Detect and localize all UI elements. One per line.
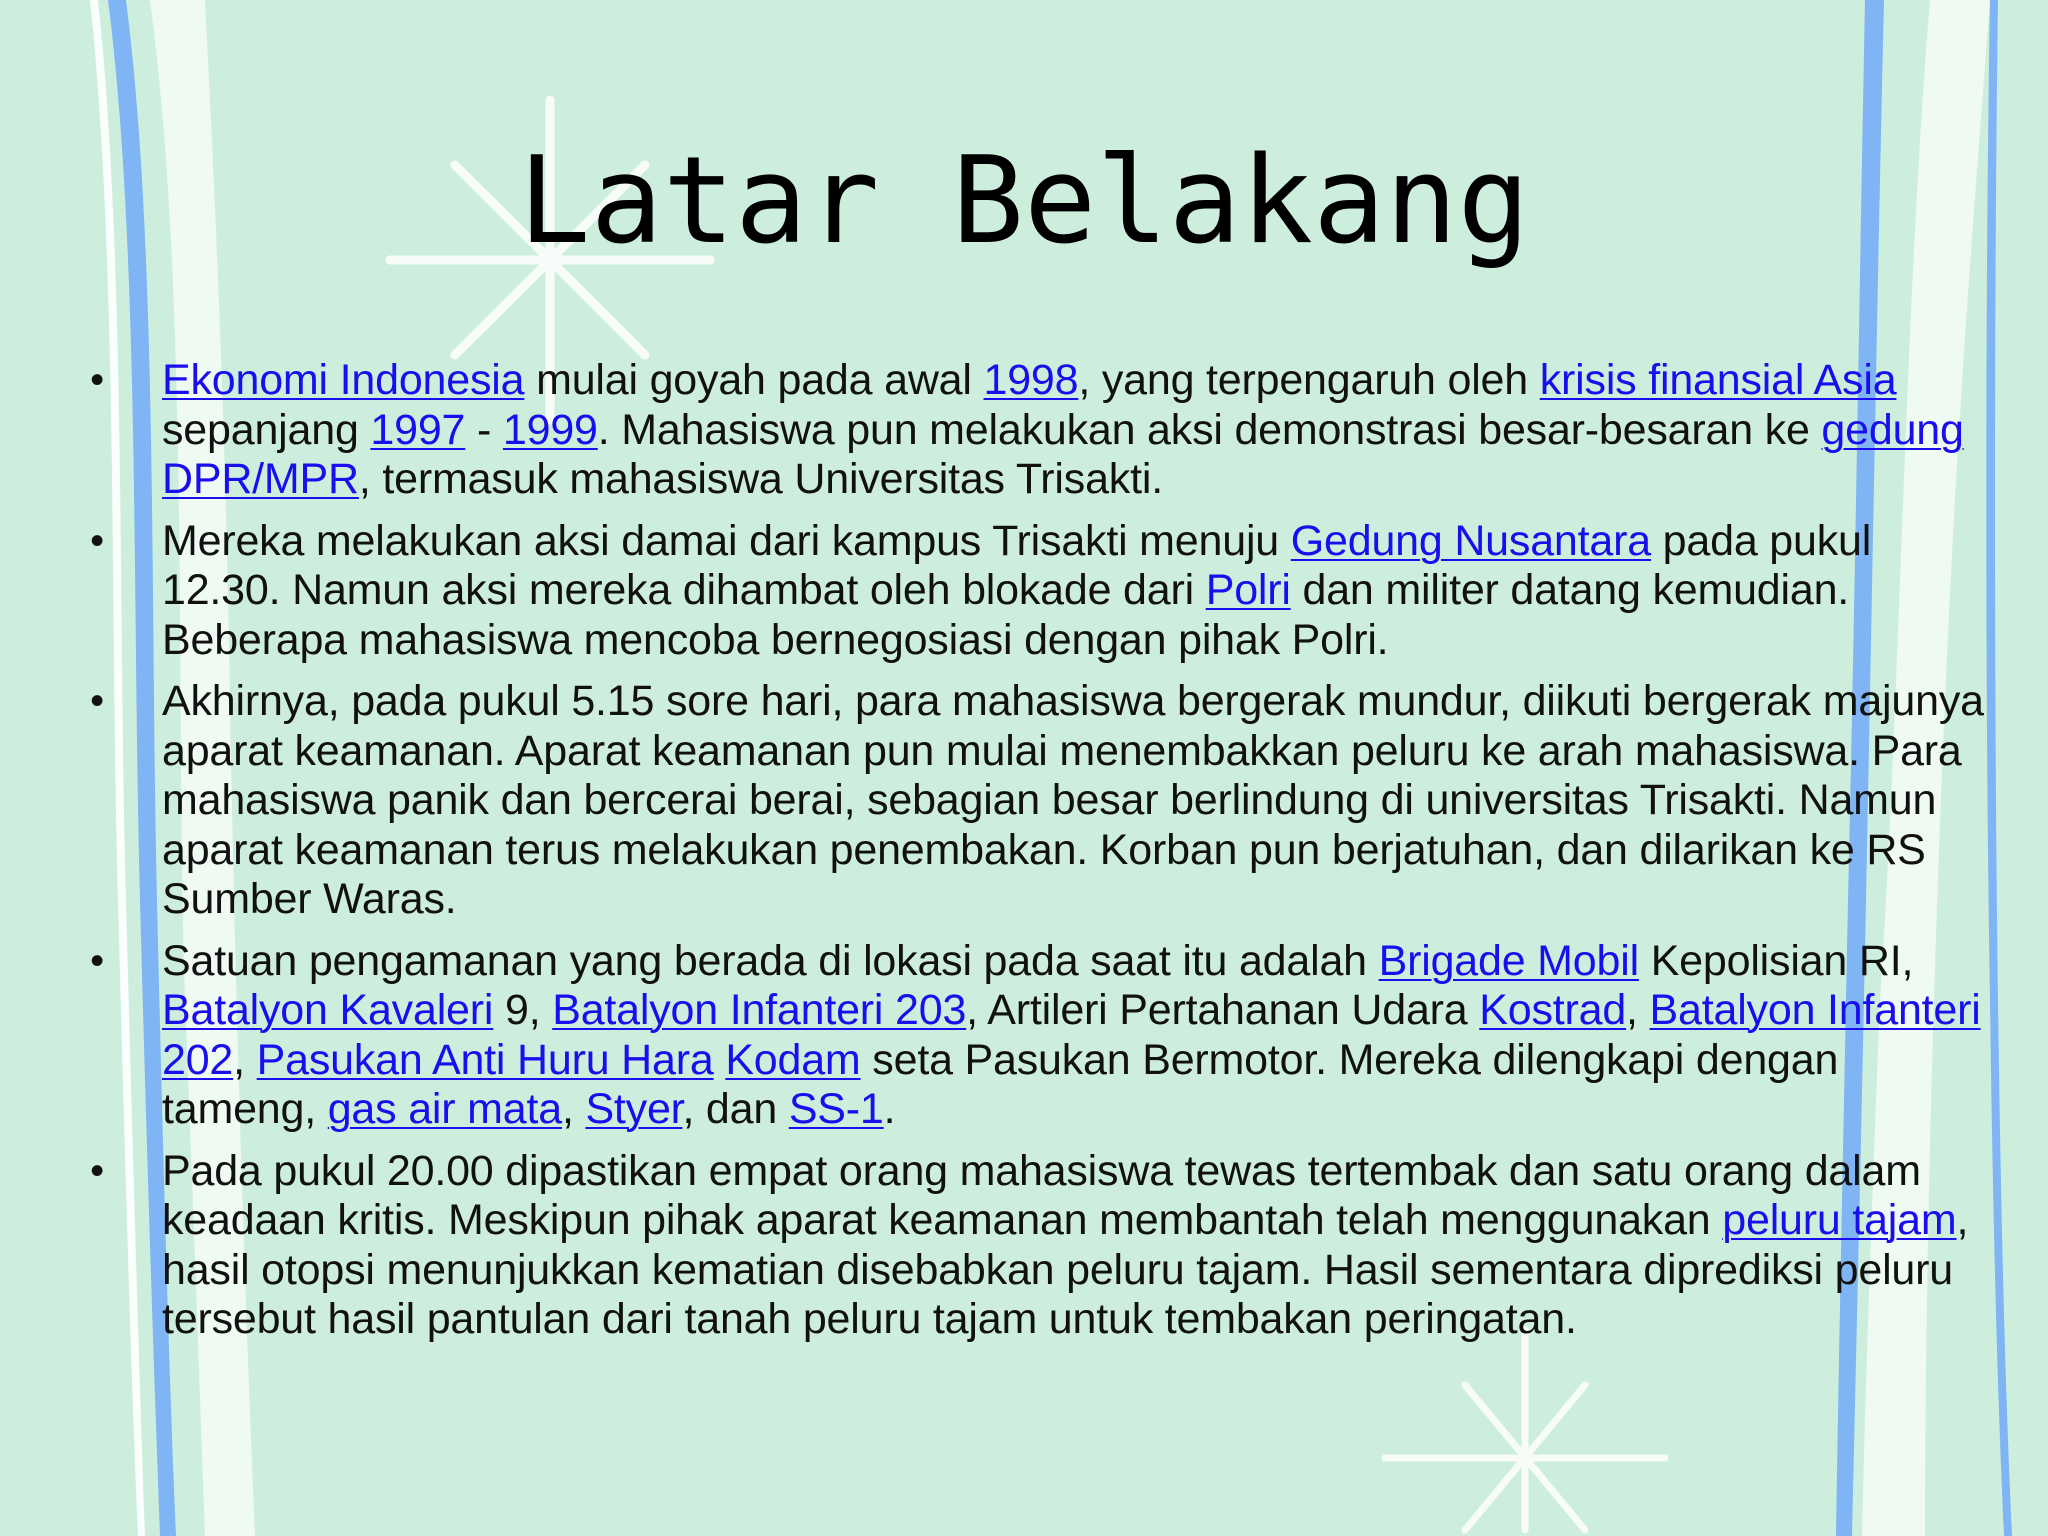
hyperlink-1997[interactable]: 1997 bbox=[370, 405, 466, 454]
bullet-marker: • bbox=[90, 518, 104, 563]
bullet-text-segment: pada pukul 12.30. Namun aksi mereka dihambat oleh blokade dari bbox=[162, 516, 1872, 614]
bullet-text bbox=[162, 937, 1981, 1134]
bullet-text bbox=[162, 677, 1984, 923]
bullet-text-segment: , hasil otopsi menunjukkan kematian disebabkan peluru tajam. Hasil sementara diprediksi peluru tersebut hasil pantulan dari tanah peluru tajam untuk tembakan peringatan. bbox=[162, 1196, 1969, 1343]
bullet-text-segment: Pada pukul 20.00 dipastikan empat orang mahasiswa tewas tertembak dan satu orang dalam keadaan kritis. Meskipun pihak aparat keamanan membantah telah menggunakan bbox=[162, 1146, 1921, 1244]
bullet-text-segment: , Artileri Pertahanan Udara bbox=[966, 986, 1480, 1034]
bullet-text-segment: dan militer datang kemudian. Beberapa mahasiswa mencoba bernegosiasi dengan pihak Polri. bbox=[162, 566, 1850, 664]
hyperlink-styer[interactable]: Styer bbox=[585, 1085, 683, 1133]
bullet-text-segment: sepanjang bbox=[162, 405, 371, 454]
bullet-text bbox=[162, 517, 1871, 664]
hyperlink-ekonomi-indonesia[interactable]: Ekonomi Indonesia bbox=[162, 356, 525, 404]
hyperlink-kostrad[interactable]: Kostrad bbox=[1479, 986, 1627, 1034]
bullet-item-4 bbox=[82, 937, 1987, 1135]
bullet-text-segment: 9, bbox=[493, 986, 553, 1034]
bullet-marker: • bbox=[90, 1148, 104, 1193]
bullet-list bbox=[82, 356, 1987, 1357]
bullet-text-segment: . Mahasiswa pun melakukan aksi demonstrasi besar-besaran ke bbox=[597, 405, 1822, 454]
bullet-text-segment: , bbox=[561, 1085, 586, 1133]
hyperlink-batalyon-kavaleri[interactable]: Batalyon Kavaleri bbox=[162, 986, 494, 1034]
hyperlink-gedung-dpr-mpr[interactable]: gedung DPR/MPR bbox=[162, 405, 1964, 503]
hyperlink-krisis-finansial-asia[interactable]: krisis finansial Asia bbox=[1539, 356, 1897, 404]
bullet-item-3 bbox=[82, 677, 1987, 925]
bullet-text-segment: - bbox=[465, 405, 503, 454]
bullet-text bbox=[162, 356, 1964, 503]
bullet-text-segment: Akhirnya, pada pukul 5.15 sore hari, para mahasiswa bergerak mundur, diikuti bergerak majunya aparat keamanan. Aparat keamanan pun mulai menembakkan peluru ke arah mahasiswa. Para mahasiswa panik dan bercerai berai, sebagian besar berlindung di universitas Trisakti. Namun aparat keamanan terus melakukan penembakan. Korban pun berjatuhan, dan dilarikan ke RS Sumber Waras. bbox=[162, 677, 1984, 923]
bullet-item-5 bbox=[82, 1147, 1987, 1345]
bullet-text-segment bbox=[714, 1036, 726, 1084]
bullet-text-segment: mulai goyah pada awal bbox=[524, 356, 984, 404]
hyperlink-gedung-nusantara[interactable]: Gedung Nusantara bbox=[1290, 516, 1651, 565]
hyperlink-gas-air-mata[interactable]: gas air mata bbox=[327, 1085, 562, 1133]
hyperlink-batalyon-infanteri-203[interactable]: Batalyon Infanteri 203 bbox=[552, 986, 967, 1034]
bullet-marker: • bbox=[90, 358, 104, 402]
slide-title: Latar Belakang bbox=[518, 132, 1530, 271]
bullet-text-segment: , bbox=[1626, 986, 1650, 1034]
bullet-text-segment: , yang terpengaruh oleh bbox=[1078, 356, 1540, 404]
hyperlink-ss-1[interactable]: SS-1 bbox=[788, 1085, 884, 1133]
bullet-marker: • bbox=[90, 679, 104, 723]
bullet-text-segment: , bbox=[233, 1035, 257, 1084]
bullet-item-1 bbox=[82, 356, 1987, 505]
hyperlink-kodam[interactable]: Kodam bbox=[725, 1035, 861, 1084]
hyperlink-polri[interactable]: Polri bbox=[1205, 566, 1291, 614]
hyperlink-peluru-tajam[interactable]: peluru tajam bbox=[1722, 1196, 1957, 1244]
hyperlink-batalyon-infanteri-202[interactable]: Batalyon Infanteri 202 bbox=[162, 986, 1981, 1084]
hyperlink-brigade-mobil[interactable]: Brigade Mobil bbox=[1378, 936, 1639, 985]
bullet-text-segment: Kepolisian RI, bbox=[1638, 936, 1914, 985]
bullet-text bbox=[162, 1147, 1968, 1344]
bullet-text-segment: , dan bbox=[682, 1085, 789, 1133]
bullet-text-segment: . bbox=[883, 1085, 896, 1133]
bullet-text-segment: Mereka melakukan aksi damai dari kampus Trisakti menuju bbox=[162, 516, 1291, 565]
bullet-text-segment: Satuan pengamanan yang berada di lokasi pada saat itu adalah bbox=[162, 936, 1379, 985]
bullet-text-segment: , termasuk mahasiswa Universitas Trisakti. bbox=[358, 455, 1163, 503]
bullet-item-2 bbox=[82, 517, 1987, 666]
bullet-marker: • bbox=[90, 938, 104, 983]
hyperlink-pasukan-anti-huru-hara[interactable]: Pasukan Anti Huru Hara bbox=[256, 1035, 714, 1084]
hyperlink-1999[interactable]: 1999 bbox=[502, 405, 598, 454]
bullet-text-segment: seta Pasukan Bermotor. Mereka dilengkapi dengan tameng, bbox=[162, 1035, 1839, 1133]
hyperlink-1998[interactable]: 1998 bbox=[983, 356, 1079, 404]
